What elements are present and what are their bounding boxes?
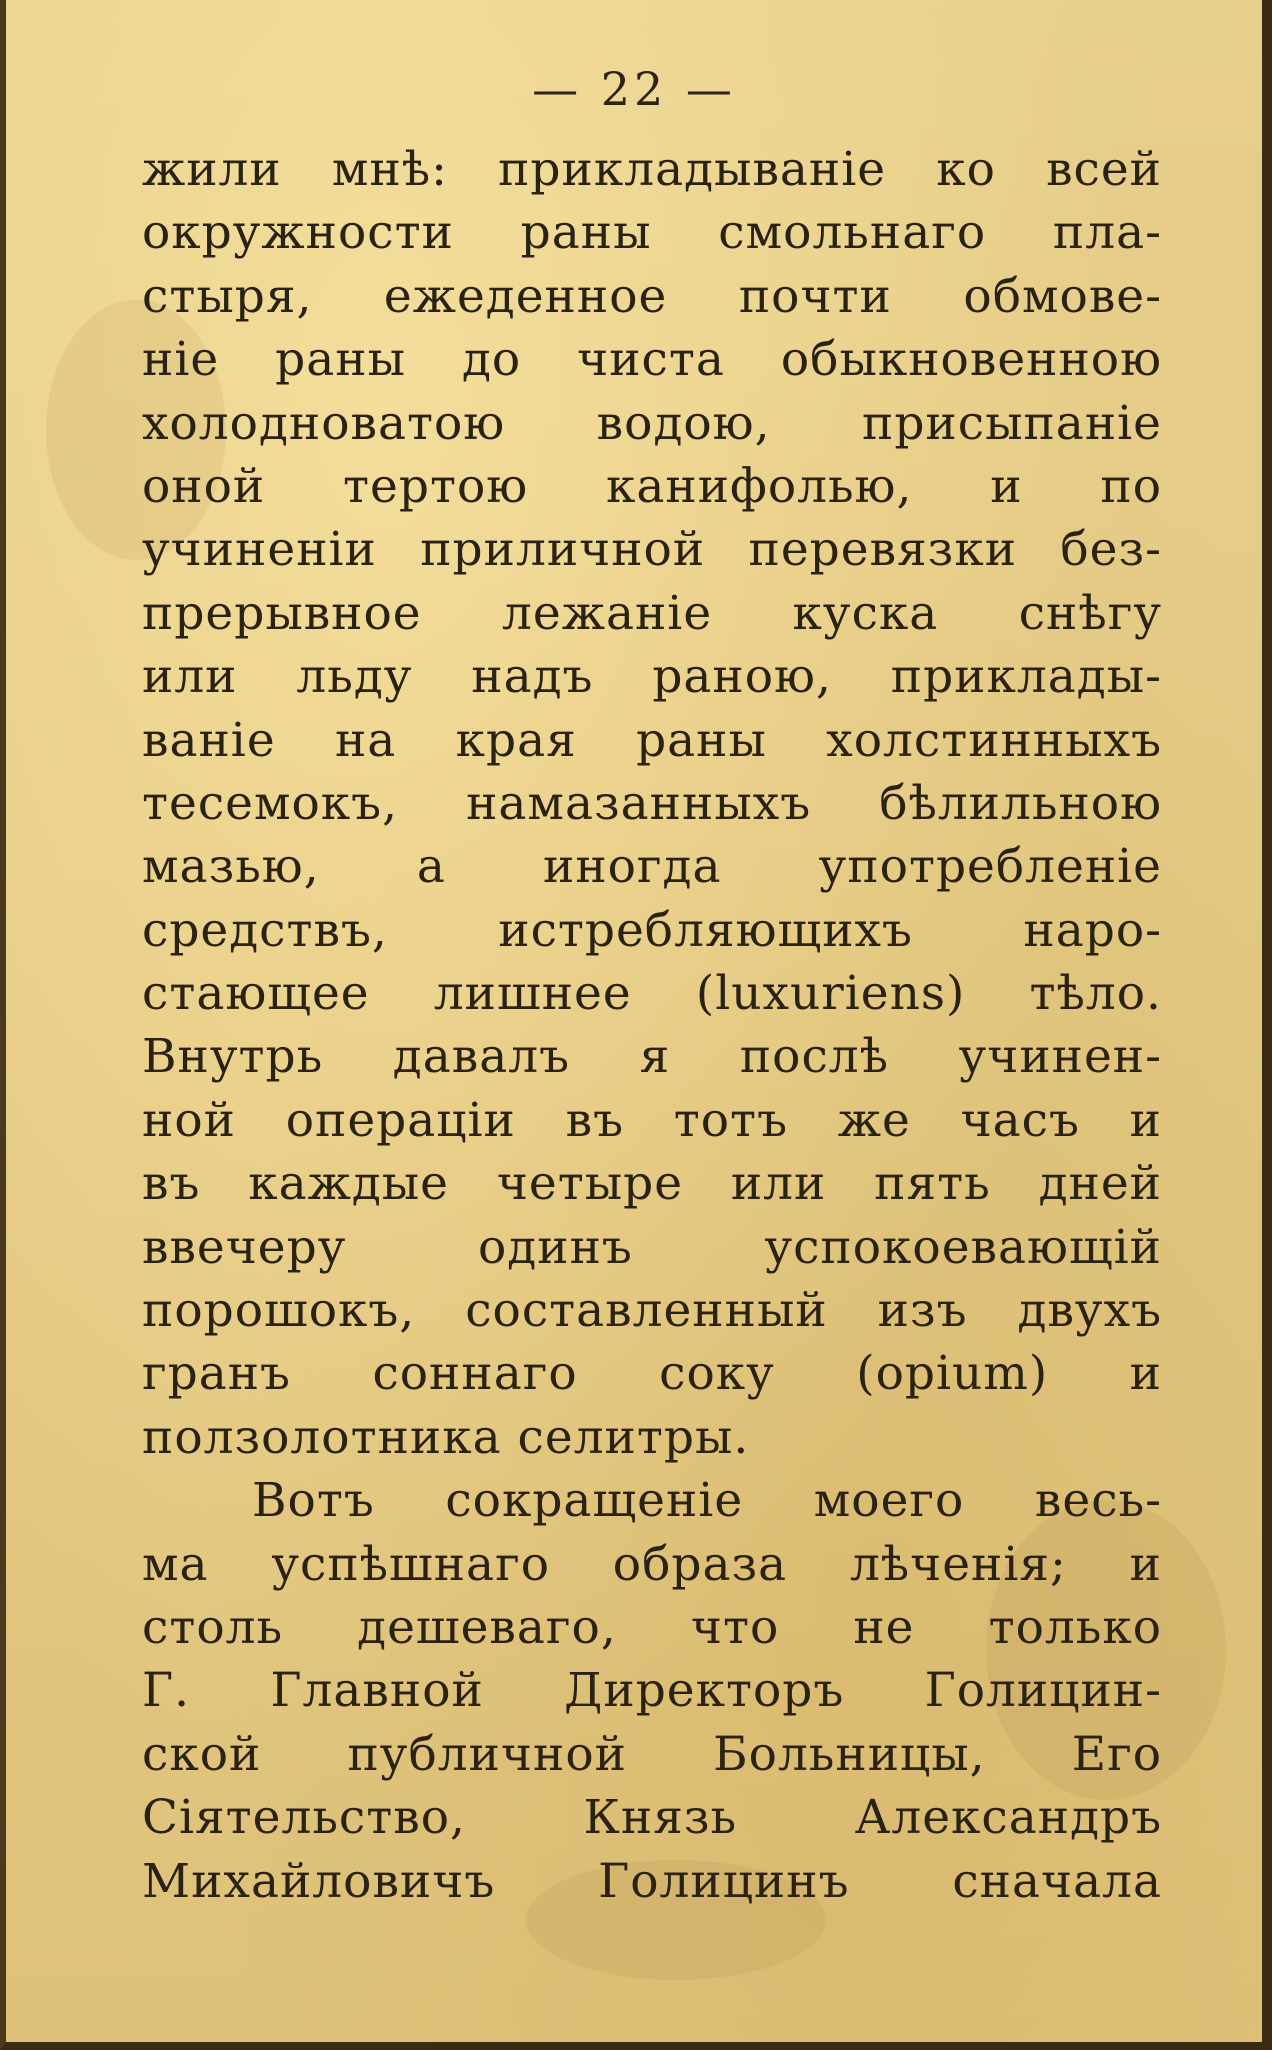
text-line: средствъ, истребляющихъ наро-	[142, 902, 1162, 958]
text-line: ввечеру одинъ успокоевающій	[142, 1219, 1162, 1275]
text-line: Вотъ сокращеніе моего весь-	[252, 1473, 1162, 1529]
paragraph-2	[142, 1469, 1162, 1913]
text-line: ползолотника селитры.	[142, 1409, 750, 1465]
text-line: стыря, ежеденное почти обмове-	[142, 268, 1162, 324]
text-line: окружности раны смольнаго пла-	[142, 205, 1162, 261]
text-line: или льду надъ раною, приклады-	[142, 649, 1162, 705]
text-line: ной операціи въ тотъ же часъ и	[142, 1092, 1162, 1148]
text-line: учиненіи приличной перевязки без-	[142, 522, 1162, 578]
text-line: въ каждые четыре или пять дней	[142, 1156, 1162, 1212]
body-text	[142, 138, 1162, 1913]
text-line: ніе раны до чиста обыкновенною	[142, 332, 1162, 388]
text-line: прерывное лежаніе куска снѣгу	[142, 585, 1162, 641]
text-line: Внутрь давалъ я послѣ учинен-	[142, 1029, 1162, 1085]
text-line: оной тертою канифолью, и по	[142, 458, 1162, 514]
text-line: гранъ соннаго соку (opium) и	[142, 1346, 1162, 1402]
text-line: Михайловичъ Голицинъ сначала	[142, 1853, 1162, 1909]
text-line: мазью, а иногда употребленіе	[142, 839, 1162, 895]
page-number: — 22 —	[532, 62, 736, 116]
text-line: жили мнѣ: прикладываніе ко всей	[142, 142, 1162, 197]
text-line: ской публичной Больницы, Его	[142, 1726, 1162, 1782]
text-line: ма успѣшнаго образа лѣченія; и	[142, 1536, 1162, 1592]
text-line: столь дешеваго, что не только	[142, 1599, 1162, 1655]
text-line: Сіятельство, Князь Александръ	[142, 1790, 1162, 1846]
text-line: Г. Главной Директоръ Голицин-	[142, 1663, 1162, 1719]
text-line: холодноватою водою, присыпаніе	[142, 395, 1162, 451]
text-line: стающее лишнее (luxuriens) тѣло.	[142, 966, 1162, 1022]
paragraph-1	[142, 138, 1162, 1469]
text-line: ваніе на края раны холстинныхъ	[142, 712, 1162, 768]
text-line: тесемокъ, намазанныхъ бѣлильною	[142, 775, 1162, 831]
text-line: порошокъ, составленный изъ двухъ	[142, 1283, 1162, 1339]
